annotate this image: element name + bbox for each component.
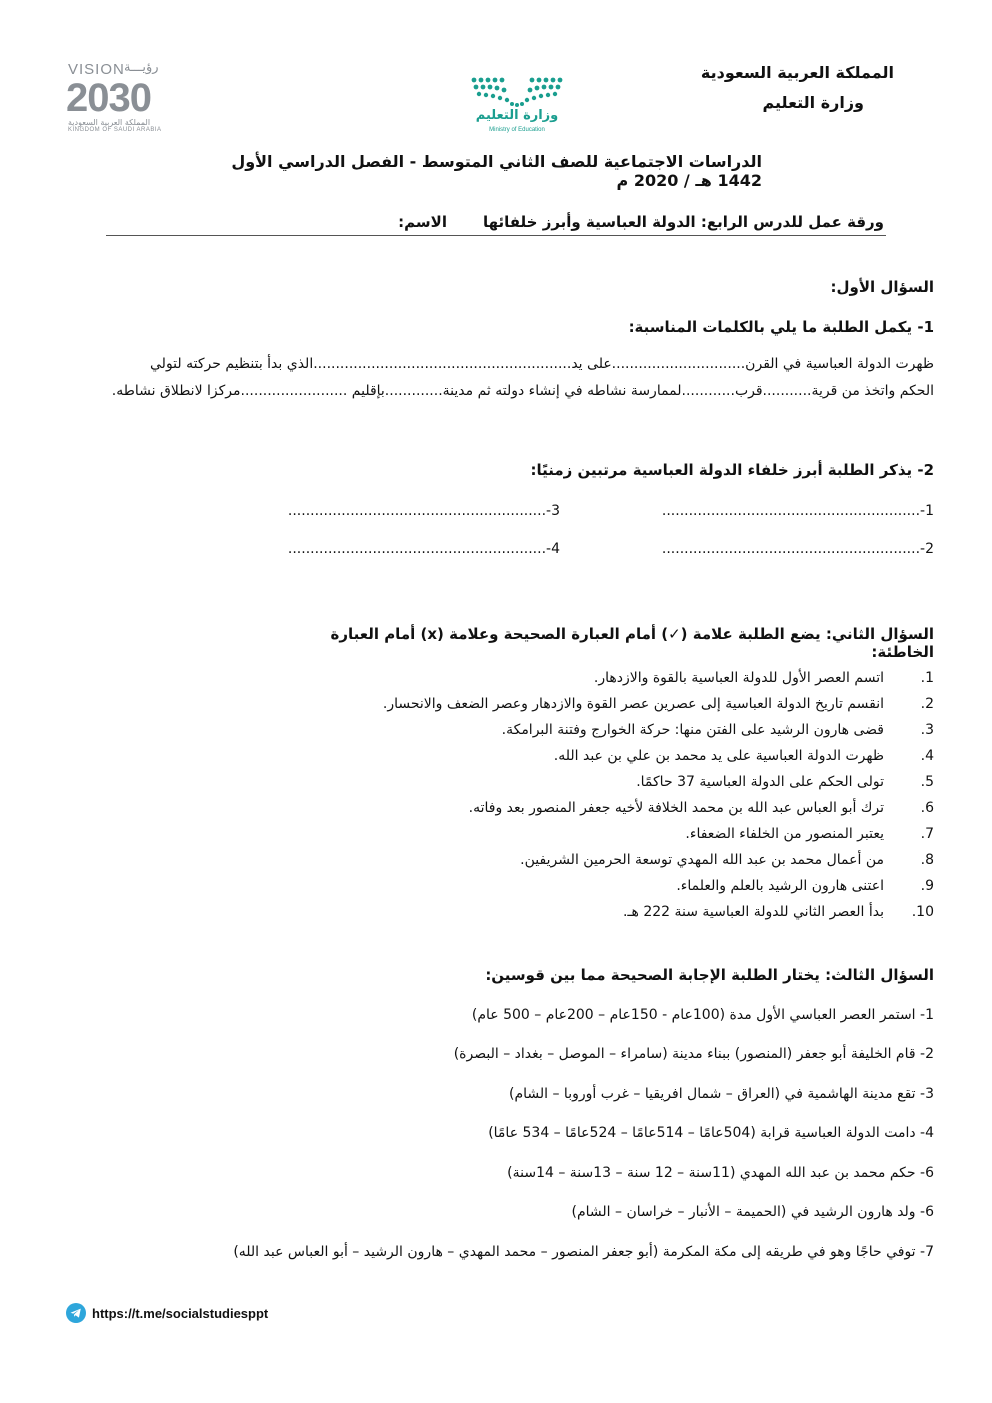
moe-logo-english: Ministry of Education bbox=[489, 127, 545, 133]
mc-item: 2- قام الخليفة أبو جعفر (المنصور) ببناء مدينة (سامراء – الموصل – بغداد – البصرة) bbox=[453, 1046, 934, 1062]
tf-item bbox=[234, 691, 934, 717]
tf-item-text: ظهرت الدولة العباسية على يد محمد بن علي بن عبد الله. bbox=[553, 748, 884, 764]
vision-kingdom-arabic: المملكة العربية السعودية bbox=[68, 118, 151, 127]
tf-item-number: 5. bbox=[920, 774, 934, 790]
mc-item: 1- استمر العصر العباسي الأول مدة (100عام - 150عام – 200عام – 500 عام) bbox=[471, 1007, 934, 1023]
telegram-icon bbox=[66, 1303, 86, 1323]
vision-kingdom-english: KINGDOM OF SAUDI ARABIA bbox=[68, 127, 162, 133]
vision-year: 2030 bbox=[66, 76, 151, 120]
q1-part2-heading: 2- يذكر الطلبة أبرز خلفاء الدولة العباسية مرتبين زمنيًا: bbox=[530, 461, 934, 479]
q2-heading: السؤال الثاني: يضع الطلبة علامة (✓) أمام العبارة الصحيحة وعلامة (x) أمام العبارة الخاطئة: bbox=[330, 625, 934, 661]
tf-item-text: ترك أبو العباس عبد الله بن محمد الخلافة لأخيه جعفر المنصور بعد وفاته. bbox=[468, 800, 884, 816]
ministry-name: وزارة التعليم bbox=[762, 93, 864, 112]
tf-item-text: من أعمال محمد بن عبد الله المهدي توسعة الحرمين الشريفين. bbox=[520, 852, 884, 868]
tf-item-text: بدأ العصر الثاني للدولة العباسية سنة 222 هـ. bbox=[622, 904, 884, 920]
caliph-blank-4[interactable]: 4-.......................................................... bbox=[287, 541, 560, 557]
caliph-blank-2[interactable]: 2-.......................................................... bbox=[661, 541, 934, 557]
tf-item-text: قضى هارون الرشيد على الفتن منها: حركة الخوارج وفتنة البرامكة. bbox=[501, 722, 884, 738]
tf-item bbox=[234, 899, 934, 925]
kingdom-name: المملكة العربية السعودية bbox=[700, 63, 894, 82]
telegram-link[interactable]: https://t.me/socialstudiesppt bbox=[92, 1305, 269, 1321]
course-title: الدراسات الاجتماعية للصف الثاني المتوسط - الفصل الدراسي الأول 1442 هـ / 2020 م bbox=[231, 152, 762, 190]
q3-heading: السؤال الثالث: يختار الطلبة الإجابة الصحيحة مما بين قوسين: bbox=[485, 966, 934, 984]
vision-arabic: رؤيـــة bbox=[124, 60, 159, 75]
name-label: الاسم: bbox=[398, 213, 447, 231]
mc-item: 7- توفي حاجًا وهو في طريقه إلى مكة المكرمة (أبو جعفر المنصور – محمد المهدي – هارون الرشيد – أبو العباس عبد الله) bbox=[233, 1244, 934, 1260]
mc-item: 6- حكم محمد بن عبد الله المهدي (11سنة – 12 سنة – 13سنة – 14سنة) bbox=[507, 1165, 934, 1181]
tf-item bbox=[234, 821, 934, 847]
tf-item-text: يعتبر المنصور من الخلفاء الضعفاء. bbox=[685, 826, 884, 842]
tf-item-text: تولى الحكم على الدولة العباسية 37 حاكمًا. bbox=[636, 774, 884, 790]
footer bbox=[66, 1303, 268, 1323]
worksheet-title: ورقة عمل للدرس الرابع: الدولة العباسية وأبرز خلفائها bbox=[482, 213, 884, 231]
mc-item: 6- ولد هارون الرشيد في (الحميمة – الأنبار – خراسان – الشام) bbox=[571, 1204, 934, 1220]
tf-item-number: 8. bbox=[920, 852, 934, 868]
q1-fill-line-1: ظهرت الدولة العباسية في القرن..............................على يد..........................................................الذي بدأ بتنظيم حركته لتولي bbox=[150, 356, 934, 372]
tf-item-number: 9. bbox=[920, 878, 934, 894]
tf-item-number: 1. bbox=[920, 670, 934, 686]
q1-part1-heading: 1- يكمل الطلبة ما يلي بالكلمات المناسبة: bbox=[628, 318, 934, 336]
tf-item-number: 2. bbox=[920, 696, 934, 712]
tf-item bbox=[234, 717, 934, 743]
mc-item: 4- دامت الدولة العباسية قرابة (504عامًا – 514عامًا – 524عامًا – 534 عامًا) bbox=[488, 1125, 934, 1141]
tf-item-number: 4. bbox=[920, 748, 934, 764]
caliph-blank-3[interactable]: 3-.......................................................... bbox=[287, 503, 560, 519]
tf-item-text: اعتنى هارون الرشيد بالعلم والعلماء. bbox=[676, 878, 884, 894]
tf-item-text: انقسم تاريخ الدولة العباسية إلى عصرين عصر القوة والازدهار وعصر الضعف والانحسار. bbox=[382, 696, 884, 712]
tf-item-number: 10. bbox=[911, 904, 934, 920]
moe-logo-arabic: وزارة التعليم bbox=[475, 108, 559, 123]
tf-item bbox=[234, 795, 934, 821]
name-underline bbox=[106, 235, 886, 236]
vision-word: VISION bbox=[68, 61, 125, 78]
tf-item bbox=[234, 873, 934, 899]
tf-item-text: اتسم العصر الأول للدولة العباسية بالقوة والازدهار. bbox=[593, 670, 884, 686]
tf-item-number: 7. bbox=[920, 826, 934, 842]
caliph-blank-1[interactable]: 1-.......................................................... bbox=[661, 503, 934, 519]
tf-item-number: 6. bbox=[920, 800, 934, 816]
tf-item bbox=[234, 665, 934, 691]
tf-item bbox=[234, 743, 934, 769]
tf-item-number: 3. bbox=[920, 722, 934, 738]
mc-item: 3- تقع مدينة الهاشمية في (العراق – شمال افريقيا – غرب أوروبا – الشام) bbox=[508, 1086, 934, 1102]
tf-item bbox=[234, 769, 934, 795]
tf-item bbox=[234, 847, 934, 873]
q1-heading: السؤال الأول: bbox=[830, 278, 934, 296]
q1-fill-line-2: الحكم واتخذ من قرية...........قرب............لممارسة نشاطه في إنشاء دولته ثم مدينة.............بإقليم ........................مركزا لانطلاق نشاطه. bbox=[111, 383, 934, 399]
organization-header bbox=[674, 58, 894, 118]
